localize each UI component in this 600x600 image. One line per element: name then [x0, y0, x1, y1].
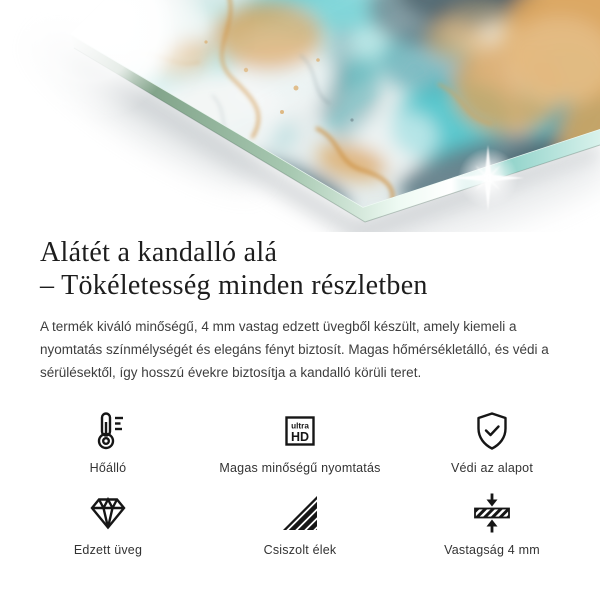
- feature-print-quality: [204, 409, 396, 475]
- page-title-line1: Alátét a kandalló alá: [40, 237, 278, 268]
- feature-polished-edges: [204, 491, 396, 557]
- page-title: [40, 236, 560, 302]
- hd-label: HD: [290, 430, 310, 444]
- feature-label: Vastagság 4 mm: [444, 543, 540, 557]
- diamond-icon: [86, 491, 130, 535]
- glass-panel-art: [0, 0, 600, 232]
- hero-product-image: [0, 0, 600, 232]
- thermometer-icon: [86, 409, 130, 453]
- feature-label: Magas minőségű nyomtatás: [219, 461, 381, 475]
- feature-thickness: [396, 491, 588, 557]
- product-description: A termék kiváló minőségű, 4 mm vastag edzett üvegből készült, amely kiemeli a nyomtatás színmélységét és elegáns fényt biztosít. Magas hőmérsékletálló, és védi a sérülésektől, így hosszú évekre biztosítja a kandalló körüli teret.: [40, 319, 549, 380]
- feature-label: Edzett üveg: [73, 543, 143, 557]
- shield-check-icon: [470, 409, 514, 453]
- thickness-icon: [470, 491, 514, 535]
- feature-label: Védi az alapot: [450, 461, 534, 475]
- feature-label: Csiszolt élek: [263, 543, 337, 557]
- ultra-hd-icon: [278, 409, 322, 453]
- ultra-label: ultra: [291, 421, 309, 431]
- features-grid: [12, 409, 588, 557]
- feature-heat-resistant: [12, 409, 204, 475]
- page-title-line2: – Tökéletesség minden részletben: [40, 270, 428, 301]
- polished-edges-icon: [278, 491, 322, 535]
- feature-label: Hőálló: [89, 461, 127, 475]
- feature-tempered-glass: [12, 491, 204, 557]
- content-block: [0, 236, 600, 557]
- feature-protects-base: [396, 409, 588, 475]
